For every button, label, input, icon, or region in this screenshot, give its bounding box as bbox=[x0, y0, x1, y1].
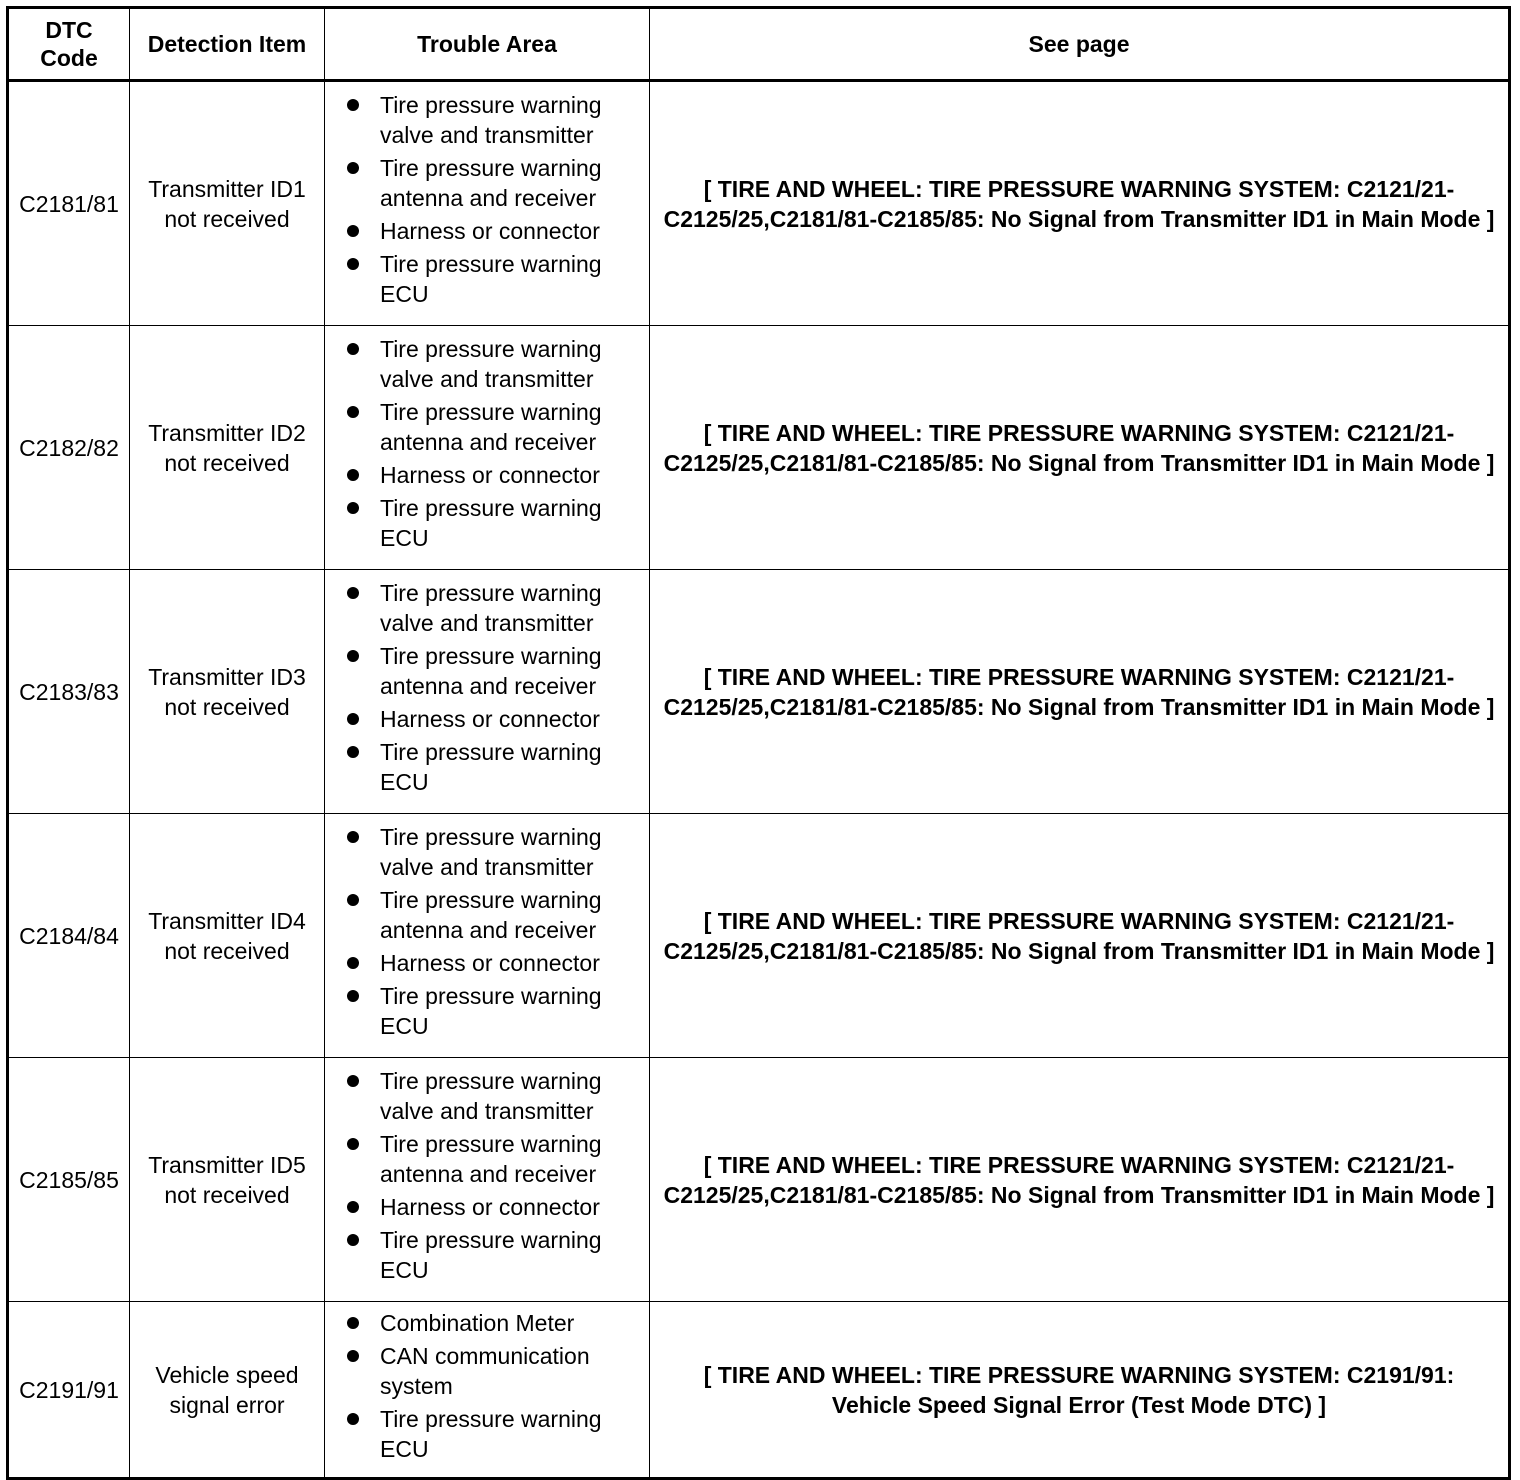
table-row bbox=[8, 1058, 1510, 1302]
trouble-area-cell bbox=[325, 1302, 650, 1479]
header-see-page: See page bbox=[650, 8, 1510, 81]
detection-item-cell: Transmitter ID4 not received bbox=[130, 814, 325, 1058]
see-page-link[interactable]: [ TIRE AND WHEEL: TIRE PRESSURE WARNING SYSTEM: C2121/21-C2125/25,C2181/81-C2185/85: No Signal from Transmitter ID1 in Main Mode ] bbox=[650, 570, 1510, 814]
trouble-area-item: Tire pressure warning antenna and receiver bbox=[347, 397, 643, 457]
dtc-code-cell: C2191/91 bbox=[8, 1302, 130, 1479]
dtc-code-cell: C2183/83 bbox=[8, 570, 130, 814]
trouble-area-item: Tire pressure warning valve and transmitter bbox=[347, 578, 643, 638]
trouble-area-cell bbox=[325, 1058, 650, 1302]
trouble-area-item: Tire pressure warning ECU bbox=[347, 981, 643, 1041]
trouble-area-item: Tire pressure warning valve and transmitter bbox=[347, 334, 643, 394]
trouble-area-list bbox=[347, 90, 643, 309]
trouble-area-item: Tire pressure warning ECU bbox=[347, 737, 643, 797]
trouble-area-cell bbox=[325, 81, 650, 326]
dtc-code-cell: C2181/81 bbox=[8, 81, 130, 326]
table-row bbox=[8, 1302, 1510, 1479]
table-row bbox=[8, 814, 1510, 1058]
trouble-area-cell bbox=[325, 326, 650, 570]
detection-item-cell: Transmitter ID5 not received bbox=[130, 1058, 325, 1302]
trouble-area-item: CAN communication system bbox=[347, 1341, 643, 1401]
trouble-area-item: Tire pressure warning ECU bbox=[347, 1225, 643, 1285]
table-header-row bbox=[8, 8, 1510, 81]
detection-item-cell: Vehicle speed signal error bbox=[130, 1302, 325, 1479]
table-row bbox=[8, 81, 1510, 326]
trouble-area-item: Tire pressure warning antenna and receiver bbox=[347, 641, 643, 701]
detection-item-cell: Transmitter ID2 not received bbox=[130, 326, 325, 570]
trouble-area-item: Combination Meter bbox=[347, 1308, 643, 1338]
trouble-area-item: Harness or connector bbox=[347, 460, 643, 490]
trouble-area-item: Tire pressure warning antenna and receiver bbox=[347, 885, 643, 945]
see-page-link[interactable]: [ TIRE AND WHEEL: TIRE PRESSURE WARNING SYSTEM: C2121/21-C2125/25,C2181/81-C2185/85: No Signal from Transmitter ID1 in Main Mode ] bbox=[650, 814, 1510, 1058]
dtc-code-cell: C2185/85 bbox=[8, 1058, 130, 1302]
trouble-area-item: Harness or connector bbox=[347, 948, 643, 978]
see-page-link[interactable]: [ TIRE AND WHEEL: TIRE PRESSURE WARNING SYSTEM: C2121/21-C2125/25,C2181/81-C2185/85: No Signal from Transmitter ID1 in Main Mode ] bbox=[650, 326, 1510, 570]
trouble-area-item: Tire pressure warning ECU bbox=[347, 249, 643, 309]
see-page-link[interactable]: [ TIRE AND WHEEL: TIRE PRESSURE WARNING SYSTEM: C2191/91: Vehicle Speed Signal Error (Test Mode DTC) ] bbox=[650, 1302, 1510, 1479]
header-detection-item: Detection Item bbox=[130, 8, 325, 81]
trouble-area-cell bbox=[325, 570, 650, 814]
trouble-area-item: Harness or connector bbox=[347, 1192, 643, 1222]
dtc-code-cell: C2182/82 bbox=[8, 326, 130, 570]
header-trouble-area: Trouble Area bbox=[325, 8, 650, 81]
trouble-area-list bbox=[347, 578, 643, 797]
trouble-area-item: Harness or connector bbox=[347, 704, 643, 734]
trouble-area-item: Tire pressure warning ECU bbox=[347, 493, 643, 553]
see-page-link[interactable]: [ TIRE AND WHEEL: TIRE PRESSURE WARNING SYSTEM: C2121/21-C2125/25,C2181/81-C2185/85: No Signal from Transmitter ID1 in Main Mode ] bbox=[650, 1058, 1510, 1302]
trouble-area-item: Tire pressure warning antenna and receiver bbox=[347, 153, 643, 213]
trouble-area-cell bbox=[325, 814, 650, 1058]
header-dtc-code: DTC Code bbox=[8, 8, 130, 81]
detection-item-cell: Transmitter ID1 not received bbox=[130, 81, 325, 326]
trouble-area-item: Tire pressure warning valve and transmitter bbox=[347, 1066, 643, 1126]
trouble-area-item: Tire pressure warning valve and transmitter bbox=[347, 822, 643, 882]
table-row bbox=[8, 570, 1510, 814]
table-row bbox=[8, 326, 1510, 570]
see-page-link[interactable]: [ TIRE AND WHEEL: TIRE PRESSURE WARNING SYSTEM: C2121/21-C2125/25,C2181/81-C2185/85: No Signal from Transmitter ID1 in Main Mode ] bbox=[650, 81, 1510, 326]
trouble-area-item: Tire pressure warning ECU bbox=[347, 1404, 643, 1464]
trouble-area-item: Tire pressure warning valve and transmitter bbox=[347, 90, 643, 150]
trouble-area-item: Harness or connector bbox=[347, 216, 643, 246]
trouble-area-list bbox=[347, 1308, 643, 1464]
trouble-area-list bbox=[347, 334, 643, 553]
trouble-area-item: Tire pressure warning antenna and receiver bbox=[347, 1129, 643, 1189]
trouble-area-list bbox=[347, 822, 643, 1041]
dtc-table bbox=[6, 6, 1511, 1480]
detection-item-cell: Transmitter ID3 not received bbox=[130, 570, 325, 814]
trouble-area-list bbox=[347, 1066, 643, 1285]
dtc-code-cell: C2184/84 bbox=[8, 814, 130, 1058]
